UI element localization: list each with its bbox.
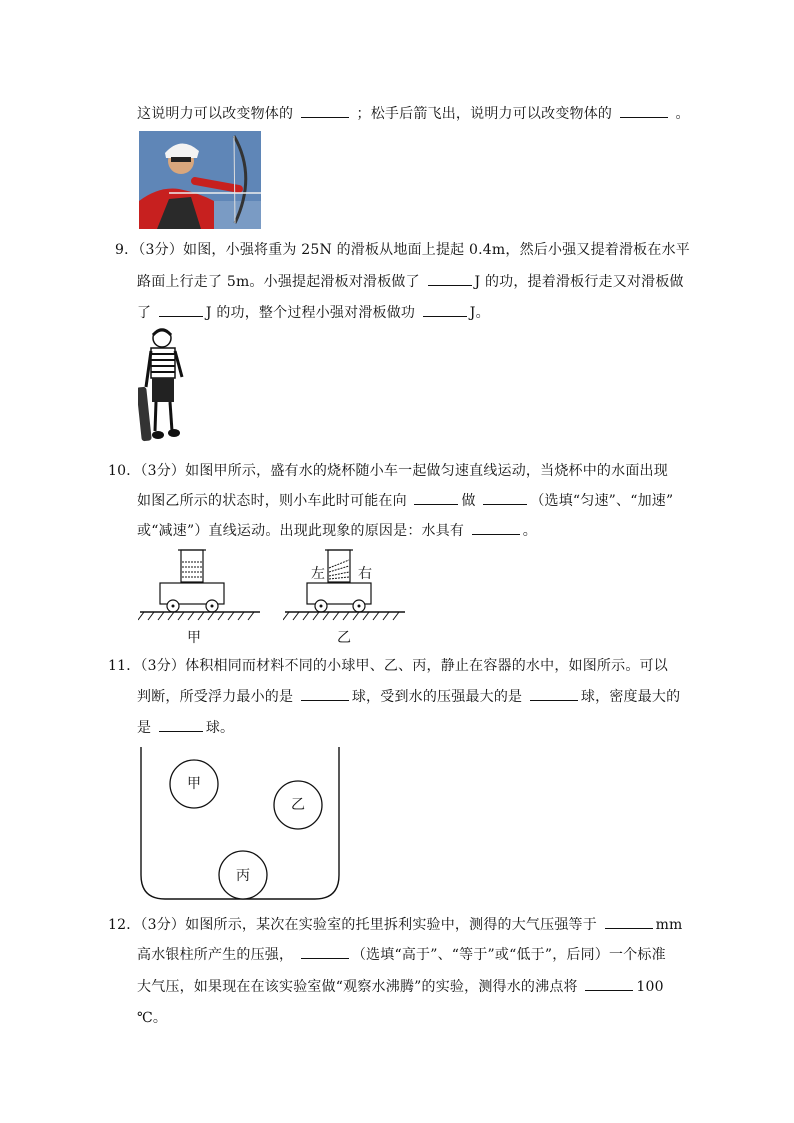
q10-line1: 10．（3分）如图甲所示，盛有水的烧杯随小车一起做匀速直线运动，当烧杯中的水面出现 [108,463,668,479]
q9-blank-1[interactable] [428,271,472,286]
archer-photo [139,131,261,229]
q10-blank-3[interactable] [472,520,520,535]
q12-line2 [137,944,666,965]
q12-line4: ℃。 [137,1010,168,1026]
label-left: 左 [311,566,326,582]
q11-text-2a: 判断，所受浮力最小的是 [137,689,294,705]
q9-line1: 9．（3分）如图，小强将重为 25N 的滑板从地面上提起 0.4m，然后小强又提着滑板在水平 [115,242,690,258]
q12-line1 [108,914,683,935]
q12-text-1b: mm [655,917,683,933]
q9-text-3c: J。 [469,305,490,321]
q10-text-2c: （选填“匀速”、“加速” [530,493,674,509]
q11-text-3a: 是 [137,720,152,736]
q9-text-2a: 路面上行走了 5m。小强提起滑板对滑板做了 [137,274,420,290]
q10-line2 [137,490,673,511]
q11-blank-1[interactable] [301,686,349,701]
q8-blank-2[interactable] [620,103,668,118]
q10-text-2b: 做 [461,493,476,509]
q10-text-2a: 如图乙所示的状态时，则小车此时可能在向 [137,493,407,509]
q8-blank-1[interactable] [301,103,349,118]
q9-line2 [137,271,684,292]
label-right: 右 [358,566,373,582]
q12-text-3b: 100 [636,979,664,995]
q11-text-3b: 球。 [205,720,235,736]
q12-blank-2[interactable] [301,944,349,959]
q12-blank-3[interactable] [585,976,633,991]
q9-blank-3[interactable] [423,302,467,317]
q9-blank-2[interactable] [159,302,203,317]
q8-text-end: 。 [675,106,690,122]
q10-blank-1[interactable] [414,490,458,505]
caption-yi: 乙 [337,630,352,646]
boy-skateboard-figure [138,327,188,445]
q9-text-3a: 了 [137,305,152,321]
q9-line3 [137,302,490,323]
q11-text-2c: 球，密度最大的 [580,689,681,705]
q12-text-3a: 大气压，如果现在在该实验室做“观察水沸腾”的实验，测得水的沸点将 [137,979,578,995]
q11-line2 [137,686,680,707]
q11-blank-2[interactable] [530,686,578,701]
caption-jia: 甲 [187,630,202,646]
q12-line3 [137,976,664,997]
q12-text-2a: 高水银柱所产生的压强， [137,947,294,963]
q9-text-3b: J 的功，整个过程小强对滑板做功 [205,305,416,321]
q10-text-3a: 或“减速”）直线运动。出现此现象的原因是：水具有 [137,523,465,539]
q11-line1: 11．（3分）体积相同而材料不同的小球甲、乙、丙，静止在容器的水中，如图所示。可以 [108,658,668,674]
q12-blank-1[interactable] [605,914,653,929]
q9-text-2b: J 的功，提着滑板行走又对滑板做 [474,274,684,290]
q10-text-3b: 。 [522,523,537,539]
q8-line1 [137,103,690,124]
ball-label-bing: 丙 [236,868,251,884]
q12-text-1a: 12．（3分）如图所示，某次在实验室的托里拆利实验中，测得的大气压强等于 [108,917,597,933]
q8-text-b: ；松手后箭飞出，说明力可以改变物体的 [356,106,613,122]
q12-text-2b: （选填“高于”、“等于”或“低于”，后同）一个标准 [351,947,666,963]
q10-blank-2[interactable] [483,490,527,505]
q11-line3 [137,717,234,738]
q11-text-2b: 球，受到水的压强最大的是 [351,689,523,705]
q8-text-a: 这说明力可以改变物体的 [137,106,294,122]
ball-label-yi: 乙 [291,797,306,813]
ball-label-jia: 甲 [187,776,202,792]
q10-line3 [137,520,537,541]
q11-blank-3[interactable] [159,717,203,732]
